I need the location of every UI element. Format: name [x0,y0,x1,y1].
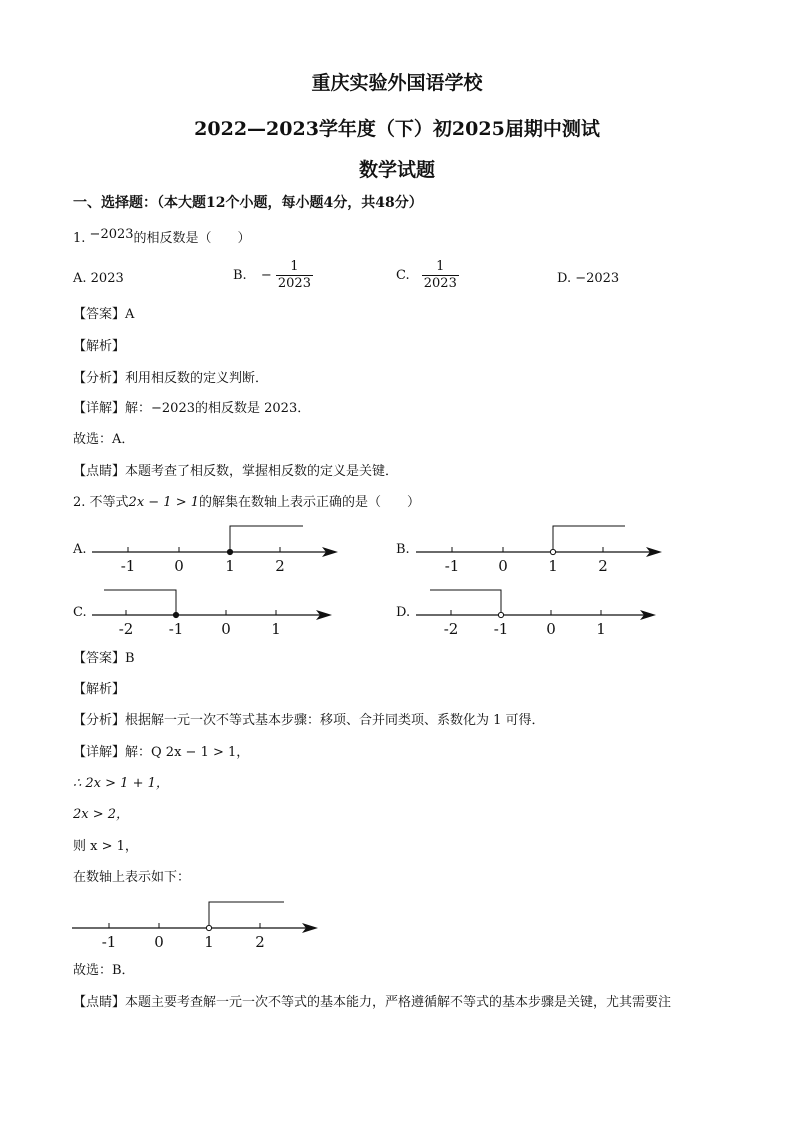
q2-option-a-label: A. [73,542,87,557]
q2-guxuan: 故选：B． [73,963,135,978]
hollow-endpoint [498,612,503,617]
tick-label: 1 [225,557,235,575]
tick-label: -1 [168,620,184,638]
q1-fenxi-text: 利用相反数的定义判断． [125,371,269,386]
tick-label: 2 [255,933,265,951]
q2-jiexi: 【解析】 [73,682,126,697]
q1-fenxi [73,370,268,388]
q2-stem [73,494,420,512]
q2-fenxi-tag: 【分析】 [73,713,126,728]
q1-option-d: D. −2023 [557,271,620,286]
tick-label: 1 [596,620,606,638]
q1-dianjing-tag: 【点睛】 [73,464,126,479]
q1-option-b-sign: − [260,268,272,283]
tick-label: 1 [271,620,281,638]
q2-option-c-number-line [90,586,340,642]
solution-bracket [230,526,303,552]
tick-label: 0 [498,557,508,575]
q2-option-b-number-line [414,522,664,578]
tick-label: -1 [101,933,117,951]
q2-dianjing-text: 本题主要考查解一元一次不等式的基本能力，严格遵循解不等式的基本步骤是关键，尤其需要注 [125,995,672,1010]
q2-stem-pre: 2. 不等式 [73,495,129,510]
tick-label: 0 [221,620,231,638]
q1-option-b [233,259,313,292]
q1-dianjing-text: 本题考查了相反数，掌握相反数的定义是关键． [125,464,399,479]
subject-title: 数学试题 [358,159,435,181]
q2-dianjing [73,994,671,1012]
q2-option-c-label: C. [73,605,87,620]
q2-solution-number-line [70,898,320,954]
tick-label: -2 [118,620,134,638]
q2-fenxi [73,712,545,730]
tick-label: -1 [444,557,460,575]
q2-option-d-label: D. [396,605,411,620]
q1-option-b-denominator: 2023 [277,276,311,291]
q1-answer [73,306,134,324]
tick-label: 1 [548,557,558,575]
q1-option-c-fraction [422,259,459,292]
q1-dianjing [73,463,398,481]
q2-xiangjie-tag: 【详解】 [73,745,126,760]
q1-option-c-denominator: 2023 [423,276,457,291]
q1-stem [73,227,251,248]
q2-xiangjie-text: 解：Q 2x − 1 > 1， [125,745,250,760]
tick-label: -1 [493,620,509,638]
school-title: 重庆实验外国语学校 [311,72,483,94]
hollow-endpoint [206,925,211,930]
q1-option-c-label: C. [396,268,410,283]
solution-bracket [553,526,625,549]
tick-label: 1 [204,933,214,951]
q1-xiangjie-tag: 【详解】 [73,401,126,416]
q2-step-1: ∴ 2x > 1 + 1， [73,776,169,791]
tick-label: 0 [546,620,556,638]
q1-expr: −2023 [89,227,134,242]
q2-step-2: 2x > 2， [73,807,130,822]
q2-step-4: 在数轴上表示如下： [73,870,191,885]
q1-option-b-label: B. [233,268,247,283]
q1-xiangjie [73,400,310,418]
q2-answer-tag: 【答案】 [73,651,126,666]
section-heading: 一、选择题：（本大题12个小题，每小题4分，共48分） [73,195,423,211]
q2-dianjing-tag: 【点睛】 [73,995,126,1010]
solution-bracket [209,902,284,925]
q1-option-a: A. 2023 [73,271,124,286]
exam-title: 2022—2023学年度（下）初2025届期中测试 [194,118,600,140]
q1-option-b-fraction [276,259,313,292]
q1-text: 的相反数是（ ） [133,231,251,246]
tick-label: 0 [174,557,184,575]
q2-option-d-number-line [414,586,664,642]
q1-number: 1. [73,231,86,246]
tick-label: 0 [154,933,164,951]
tick-label: -1 [120,557,136,575]
q1-option-b-numerator: 1 [276,259,313,276]
q2-xiangjie [73,744,249,762]
q2-answer-value: B [125,651,135,666]
q1-xiangjie-text: 解：−2023的相反数是 2023． [125,401,311,416]
tick-label: 2 [275,557,285,575]
q1-option-c-numerator: 1 [422,259,459,276]
q2-option-a-number-line [90,522,340,578]
solid-endpoint [173,612,178,617]
q1-answer-value: A [125,307,135,322]
q1-fenxi-tag: 【分析】 [73,371,126,386]
q2-stem-expr: 2x − 1 > 1 [128,495,200,510]
tick-label: 2 [598,557,608,575]
hollow-endpoint [550,549,555,554]
tick-label: -2 [443,620,459,638]
q2-fenxi-text: 根据解一元一次不等式基本步骤：移项、合并同类项、系数化为 1 可得． [125,713,545,728]
q1-option-c [396,259,459,292]
q2-step-3: 则 x > 1， [73,839,138,854]
q2-answer [73,650,135,668]
solution-bracket [104,590,176,615]
solution-bracket [430,590,501,612]
q1-jiexi: 【解析】 [73,339,126,354]
q1-guxuan: 故选：A． [73,432,135,447]
solid-endpoint [227,549,232,554]
q2-option-b-label: B. [396,542,410,557]
q1-answer-tag: 【答案】 [73,307,126,322]
q2-stem-post: 的解集在数轴上表示正确的是（ ） [199,495,421,510]
